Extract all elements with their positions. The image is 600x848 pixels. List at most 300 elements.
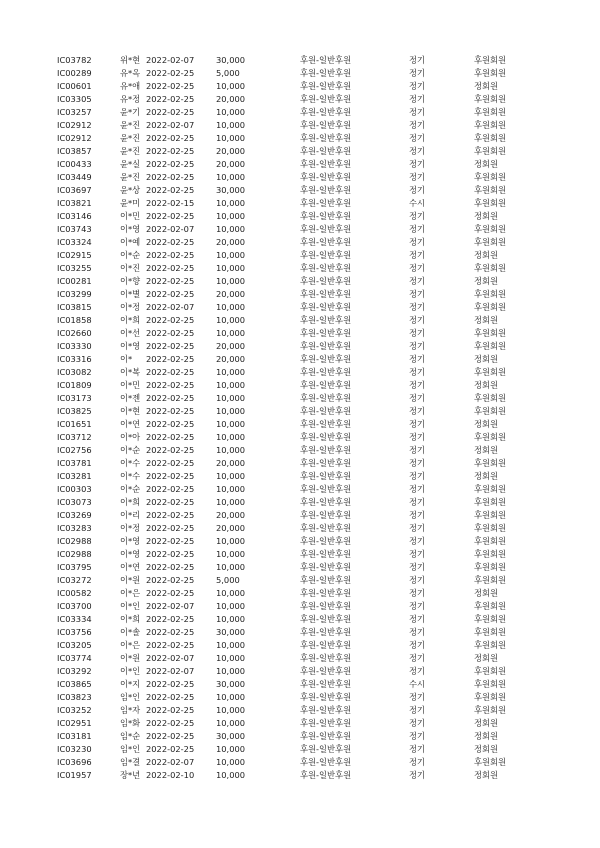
donor-id: IC03825 bbox=[57, 406, 92, 416]
table-row bbox=[0, 756, 600, 769]
donation-cycle: 정기 bbox=[409, 731, 426, 741]
donation-amount: 10,000 bbox=[216, 263, 246, 273]
donation-type: 후원-일반후원 bbox=[300, 744, 352, 754]
donation-amount: 10,000 bbox=[216, 445, 246, 455]
member-type: 정회원 bbox=[474, 250, 499, 260]
donor-id: IC03082 bbox=[57, 367, 92, 377]
donation-date: 2022-02-25 bbox=[146, 159, 195, 169]
donor-name: 이*리 bbox=[120, 510, 141, 520]
donation-ledger bbox=[0, 54, 600, 782]
donation-type: 후원-일반후원 bbox=[300, 510, 352, 520]
member-type: 정회원 bbox=[474, 718, 499, 728]
donation-type: 후원-일반후원 bbox=[300, 172, 352, 182]
donor-id: IC03696 bbox=[57, 757, 92, 767]
donation-date: 2022-02-25 bbox=[146, 237, 195, 247]
donation-date: 2022-02-25 bbox=[146, 432, 195, 442]
donation-type: 후원-일반후원 bbox=[300, 549, 352, 559]
donor-id: IC03257 bbox=[57, 107, 92, 117]
donor-name: 윤*상 bbox=[120, 185, 141, 195]
donation-type: 후원-일반후원 bbox=[300, 289, 352, 299]
donation-type: 후원-일반후원 bbox=[300, 354, 352, 364]
donor-name: 이*정 bbox=[120, 302, 141, 312]
donor-name: 유*옥 bbox=[120, 68, 141, 78]
table-row bbox=[0, 613, 600, 626]
donor-id: IC00433 bbox=[57, 159, 92, 169]
table-row bbox=[0, 301, 600, 314]
donation-cycle: 정기 bbox=[409, 302, 426, 312]
donor-id: IC03774 bbox=[57, 653, 92, 663]
donor-id: IC03865 bbox=[57, 679, 92, 689]
donation-amount: 10,000 bbox=[216, 471, 246, 481]
donation-amount: 10,000 bbox=[216, 276, 246, 286]
donor-id: IC03272 bbox=[57, 575, 92, 585]
table-row bbox=[0, 145, 600, 158]
donation-amount: 20,000 bbox=[216, 146, 246, 156]
donor-name: 이*수 bbox=[120, 471, 141, 481]
donation-cycle: 정기 bbox=[409, 146, 426, 156]
donation-cycle: 정기 bbox=[409, 263, 426, 273]
donation-amount: 10,000 bbox=[216, 653, 246, 663]
donor-id: IC03299 bbox=[57, 289, 92, 299]
member-type: 후원회원 bbox=[474, 627, 507, 637]
donation-date: 2022-02-25 bbox=[146, 445, 195, 455]
donation-cycle: 정기 bbox=[409, 744, 426, 754]
donor-name: 이*민 bbox=[120, 211, 141, 221]
donation-type: 후원-일반후원 bbox=[300, 692, 352, 702]
donation-cycle: 정기 bbox=[409, 549, 426, 559]
member-type: 후원회원 bbox=[474, 185, 507, 195]
donor-name: 유*정 bbox=[120, 94, 141, 104]
donation-date: 2022-02-25 bbox=[146, 107, 195, 117]
donation-date: 2022-02-25 bbox=[146, 744, 195, 754]
donor-id: IC03782 bbox=[57, 55, 92, 65]
donation-cycle: 정기 bbox=[409, 380, 426, 390]
donation-cycle: 정기 bbox=[409, 250, 426, 260]
table-row bbox=[0, 652, 600, 665]
donation-cycle: 정기 bbox=[409, 55, 426, 65]
donation-type: 후원-일반후원 bbox=[300, 458, 352, 468]
member-type: 후원회원 bbox=[474, 757, 507, 767]
donor-name: 이*원 bbox=[120, 575, 141, 585]
donation-amount: 10,000 bbox=[216, 419, 246, 429]
donation-type: 후원-일반후원 bbox=[300, 575, 352, 585]
table-row bbox=[0, 600, 600, 613]
donation-cycle: 정기 bbox=[409, 666, 426, 676]
donation-type: 후원-일반후원 bbox=[300, 198, 352, 208]
donation-type: 후원-일반후원 bbox=[300, 432, 352, 442]
donor-name: 이*희 bbox=[120, 497, 141, 507]
donation-type: 후원-일반후원 bbox=[300, 679, 352, 689]
donation-date: 2022-02-07 bbox=[146, 666, 195, 676]
donation-type: 후원-일반후원 bbox=[300, 341, 352, 351]
table-row bbox=[0, 158, 600, 171]
member-type: 후원회원 bbox=[474, 198, 507, 208]
donation-type: 후원-일반후원 bbox=[300, 315, 352, 325]
donation-date: 2022-02-25 bbox=[146, 679, 195, 689]
donor-id: IC03823 bbox=[57, 692, 92, 702]
donor-name: 위*현 bbox=[120, 55, 141, 65]
donation-date: 2022-02-25 bbox=[146, 276, 195, 286]
donation-type: 후원-일반후원 bbox=[300, 640, 352, 650]
donor-name: 임*화 bbox=[120, 718, 141, 728]
donation-amount: 10,000 bbox=[216, 406, 246, 416]
donation-type: 후원-일반후원 bbox=[300, 94, 352, 104]
member-type: 후원회원 bbox=[474, 666, 507, 676]
donor-name: 이*영 bbox=[120, 536, 141, 546]
donation-date: 2022-02-07 bbox=[146, 55, 195, 65]
donation-cycle: 정기 bbox=[409, 614, 426, 624]
donation-date: 2022-02-25 bbox=[146, 146, 195, 156]
donor-id: IC03181 bbox=[57, 731, 92, 741]
donation-amount: 20,000 bbox=[216, 159, 246, 169]
donor-name: 이*정 bbox=[120, 523, 141, 533]
donation-amount: 10,000 bbox=[216, 107, 246, 117]
member-type: 후원회원 bbox=[474, 341, 507, 351]
donation-cycle: 정기 bbox=[409, 536, 426, 546]
table-row bbox=[0, 561, 600, 574]
donation-date: 2022-02-25 bbox=[146, 393, 195, 403]
table-row bbox=[0, 80, 600, 93]
table-row bbox=[0, 340, 600, 353]
member-type: 정회원 bbox=[474, 419, 499, 429]
donation-type: 후원-일반후원 bbox=[300, 445, 352, 455]
donor-name: 이*선 bbox=[120, 328, 141, 338]
donor-id: IC01809 bbox=[57, 380, 92, 390]
donation-cycle: 정기 bbox=[409, 627, 426, 637]
donation-amount: 10,000 bbox=[216, 172, 246, 182]
donation-date: 2022-02-25 bbox=[146, 523, 195, 533]
donor-name: 이* bbox=[120, 354, 133, 364]
member-type: 후원회원 bbox=[474, 458, 507, 468]
donation-cycle: 정기 bbox=[409, 237, 426, 247]
donation-type: 후원-일반후원 bbox=[300, 497, 352, 507]
member-type: 정회원 bbox=[474, 770, 499, 780]
donor-name: 이*영 bbox=[120, 341, 141, 351]
donation-amount: 20,000 bbox=[216, 354, 246, 364]
donation-type: 후원-일반후원 bbox=[300, 328, 352, 338]
donor-name: 이*영 bbox=[120, 549, 141, 559]
donation-cycle: 정기 bbox=[409, 510, 426, 520]
table-row bbox=[0, 275, 600, 288]
table-row bbox=[0, 522, 600, 535]
table-row bbox=[0, 496, 600, 509]
donor-name: 장*년 bbox=[120, 770, 141, 780]
donation-type: 후원-일반후원 bbox=[300, 588, 352, 598]
donor-name: 임*결 bbox=[120, 757, 141, 767]
donation-cycle: 정기 bbox=[409, 497, 426, 507]
donation-cycle: 정기 bbox=[409, 289, 426, 299]
donor-name: 임*인 bbox=[120, 692, 141, 702]
member-type: 정회원 bbox=[474, 380, 499, 390]
donation-date: 2022-02-25 bbox=[146, 497, 195, 507]
donor-name: 이*희 bbox=[120, 315, 141, 325]
donation-type: 후원-일반후원 bbox=[300, 185, 352, 195]
donation-cycle: 정기 bbox=[409, 211, 426, 221]
donation-cycle: 정기 bbox=[409, 341, 426, 351]
donor-id: IC02988 bbox=[57, 549, 92, 559]
donation-date: 2022-02-25 bbox=[146, 289, 195, 299]
donor-id: IC03330 bbox=[57, 341, 92, 351]
donation-amount: 10,000 bbox=[216, 614, 246, 624]
donor-name: 이*향 bbox=[120, 276, 141, 286]
donation-type: 후원-일반후원 bbox=[300, 237, 352, 247]
donation-amount: 30,000 bbox=[216, 731, 246, 741]
table-row bbox=[0, 223, 600, 236]
donation-type: 후원-일반후원 bbox=[300, 159, 352, 169]
member-type: 정회원 bbox=[474, 731, 499, 741]
donation-amount: 10,000 bbox=[216, 393, 246, 403]
donation-date: 2022-02-25 bbox=[146, 575, 195, 585]
donor-id: IC03334 bbox=[57, 614, 92, 624]
donation-type: 후원-일반후원 bbox=[300, 601, 352, 611]
donor-name: 이*순 bbox=[120, 445, 141, 455]
donation-date: 2022-02-25 bbox=[146, 380, 195, 390]
donation-cycle: 정기 bbox=[409, 770, 426, 780]
donor-id: IC03173 bbox=[57, 393, 92, 403]
member-type: 후원회원 bbox=[474, 224, 507, 234]
table-row bbox=[0, 67, 600, 80]
donation-type: 후원-일반후원 bbox=[300, 562, 352, 572]
donation-cycle: 정기 bbox=[409, 471, 426, 481]
donation-cycle: 정기 bbox=[409, 133, 426, 143]
member-type: 정회원 bbox=[474, 81, 499, 91]
donation-amount: 20,000 bbox=[216, 289, 246, 299]
donation-cycle: 정기 bbox=[409, 523, 426, 533]
donation-amount: 20,000 bbox=[216, 510, 246, 520]
donation-cycle: 수시 bbox=[409, 679, 426, 689]
member-type: 후원회원 bbox=[474, 302, 507, 312]
table-row bbox=[0, 327, 600, 340]
donation-amount: 10,000 bbox=[216, 120, 246, 130]
donor-name: 유*애 bbox=[120, 81, 141, 91]
member-type: 정회원 bbox=[474, 744, 499, 754]
donation-amount: 5,000 bbox=[216, 68, 240, 78]
member-type: 정회원 bbox=[474, 653, 499, 663]
member-type: 후원회원 bbox=[474, 575, 507, 585]
donor-id: IC03756 bbox=[57, 627, 92, 637]
donor-id: IC00303 bbox=[57, 484, 92, 494]
donation-type: 후원-일반후원 bbox=[300, 770, 352, 780]
donor-id: IC03305 bbox=[57, 94, 92, 104]
donor-id: IC03324 bbox=[57, 237, 92, 247]
donation-date: 2022-02-25 bbox=[146, 562, 195, 572]
donation-date: 2022-02-07 bbox=[146, 757, 195, 767]
donation-amount: 10,000 bbox=[216, 640, 246, 650]
donation-cycle: 정기 bbox=[409, 406, 426, 416]
donation-amount: 10,000 bbox=[216, 666, 246, 676]
donation-date: 2022-02-25 bbox=[146, 211, 195, 221]
donation-amount: 10,000 bbox=[216, 757, 246, 767]
member-type: 후원회원 bbox=[474, 237, 507, 247]
donation-cycle: 정기 bbox=[409, 484, 426, 494]
donation-type: 후원-일반후원 bbox=[300, 705, 352, 715]
donation-cycle: 정기 bbox=[409, 445, 426, 455]
donation-amount: 10,000 bbox=[216, 81, 246, 91]
donor-id: IC03857 bbox=[57, 146, 92, 156]
donation-date: 2022-02-25 bbox=[146, 94, 195, 104]
donor-id: IC03316 bbox=[57, 354, 92, 364]
donation-cycle: 정기 bbox=[409, 367, 426, 377]
donor-name: 이*희 bbox=[120, 614, 141, 624]
donation-type: 후원-일반후원 bbox=[300, 120, 352, 130]
donation-cycle: 정기 bbox=[409, 224, 426, 234]
donation-date: 2022-02-25 bbox=[146, 419, 195, 429]
donation-cycle: 정기 bbox=[409, 107, 426, 117]
member-type: 후원회원 bbox=[474, 263, 507, 273]
donor-id: IC03449 bbox=[57, 172, 92, 182]
donor-id: IC02912 bbox=[57, 120, 92, 130]
member-type: 후원회원 bbox=[474, 289, 507, 299]
table-row bbox=[0, 639, 600, 652]
donor-id: IC02915 bbox=[57, 250, 92, 260]
table-row bbox=[0, 431, 600, 444]
donor-name: 이*연 bbox=[120, 562, 141, 572]
donor-name: 이*복 bbox=[120, 367, 141, 377]
table-row bbox=[0, 405, 600, 418]
donation-amount: 20,000 bbox=[216, 341, 246, 351]
donor-id: IC03230 bbox=[57, 744, 92, 754]
donation-cycle: 정기 bbox=[409, 562, 426, 572]
donation-amount: 20,000 bbox=[216, 237, 246, 247]
donation-amount: 10,000 bbox=[216, 744, 246, 754]
donor-id: IC03252 bbox=[57, 705, 92, 715]
donor-name: 윤*진 bbox=[120, 120, 141, 130]
donation-amount: 30,000 bbox=[216, 627, 246, 637]
donation-date: 2022-02-10 bbox=[146, 770, 195, 780]
donor-id: IC03146 bbox=[57, 211, 92, 221]
donor-id: IC01858 bbox=[57, 315, 92, 325]
donor-name: 윤*진 bbox=[120, 146, 141, 156]
member-type: 후원회원 bbox=[474, 146, 507, 156]
table-row bbox=[0, 509, 600, 522]
donation-cycle: 정기 bbox=[409, 185, 426, 195]
donation-cycle: 정기 bbox=[409, 81, 426, 91]
table-row bbox=[0, 769, 600, 782]
donation-date: 2022-02-25 bbox=[146, 484, 195, 494]
table-row bbox=[0, 262, 600, 275]
donation-type: 후원-일반후원 bbox=[300, 523, 352, 533]
table-row bbox=[0, 483, 600, 496]
donation-date: 2022-02-07 bbox=[146, 224, 195, 234]
table-row bbox=[0, 665, 600, 678]
donor-id: IC03205 bbox=[57, 640, 92, 650]
donation-date: 2022-02-25 bbox=[146, 341, 195, 351]
table-row bbox=[0, 106, 600, 119]
donation-type: 후원-일반후원 bbox=[300, 133, 352, 143]
donation-amount: 10,000 bbox=[216, 705, 246, 715]
member-type: 후원회원 bbox=[474, 172, 507, 182]
member-type: 후원회원 bbox=[474, 549, 507, 559]
donor-name: 이*예 bbox=[120, 237, 141, 247]
member-type: 후원회원 bbox=[474, 705, 507, 715]
table-row bbox=[0, 678, 600, 691]
table-row bbox=[0, 691, 600, 704]
donation-amount: 10,000 bbox=[216, 432, 246, 442]
donation-amount: 20,000 bbox=[216, 523, 246, 533]
member-type: 정회원 bbox=[474, 211, 499, 221]
donation-type: 후원-일반후원 bbox=[300, 380, 352, 390]
donation-date: 2022-02-25 bbox=[146, 588, 195, 598]
donor-name: 임*자 bbox=[120, 705, 141, 715]
member-type: 후원회원 bbox=[474, 523, 507, 533]
donation-date: 2022-02-07 bbox=[146, 601, 195, 611]
donation-cycle: 정기 bbox=[409, 419, 426, 429]
table-row bbox=[0, 210, 600, 223]
donor-id: IC03743 bbox=[57, 224, 92, 234]
donor-name: 이*민 bbox=[120, 380, 141, 390]
donation-amount: 30,000 bbox=[216, 185, 246, 195]
member-type: 후원회원 bbox=[474, 133, 507, 143]
donor-id: IC00289 bbox=[57, 68, 92, 78]
donor-name: 임*순 bbox=[120, 731, 141, 741]
donation-amount: 10,000 bbox=[216, 484, 246, 494]
donation-cycle: 정기 bbox=[409, 757, 426, 767]
member-type: 정회원 bbox=[474, 471, 499, 481]
donation-cycle: 정기 bbox=[409, 692, 426, 702]
donation-amount: 10,000 bbox=[216, 588, 246, 598]
donation-type: 후원-일반후원 bbox=[300, 250, 352, 260]
donation-date: 2022-02-25 bbox=[146, 536, 195, 546]
donation-cycle: 정기 bbox=[409, 94, 426, 104]
member-type: 후원회원 bbox=[474, 120, 507, 130]
donor-name: 윤*진 bbox=[120, 133, 141, 143]
donor-id: IC03269 bbox=[57, 510, 92, 520]
donation-cycle: 정기 bbox=[409, 705, 426, 715]
member-type: 정회원 bbox=[474, 588, 499, 598]
member-type: 후원회원 bbox=[474, 367, 507, 377]
donation-amount: 30,000 bbox=[216, 679, 246, 689]
donation-date: 2022-02-25 bbox=[146, 718, 195, 728]
donation-cycle: 정기 bbox=[409, 354, 426, 364]
donation-amount: 10,000 bbox=[216, 549, 246, 559]
member-type: 후원회원 bbox=[474, 328, 507, 338]
donation-cycle: 정기 bbox=[409, 328, 426, 338]
donor-name: 윤*기 bbox=[120, 107, 141, 117]
donor-id: IC03073 bbox=[57, 497, 92, 507]
table-row bbox=[0, 392, 600, 405]
table-row bbox=[0, 444, 600, 457]
table-row bbox=[0, 249, 600, 262]
table-row bbox=[0, 197, 600, 210]
donation-type: 후원-일반후원 bbox=[300, 68, 352, 78]
donation-date: 2022-02-25 bbox=[146, 510, 195, 520]
table-row bbox=[0, 288, 600, 301]
member-type: 후원회원 bbox=[474, 679, 507, 689]
donation-date: 2022-02-25 bbox=[146, 471, 195, 481]
donation-amount: 10,000 bbox=[216, 198, 246, 208]
donation-type: 후원-일반후원 bbox=[300, 263, 352, 273]
member-type: 후원회원 bbox=[474, 640, 507, 650]
donation-type: 후원-일반후원 bbox=[300, 471, 352, 481]
table-row bbox=[0, 418, 600, 431]
donation-cycle: 정기 bbox=[409, 718, 426, 728]
donation-amount: 10,000 bbox=[216, 211, 246, 221]
donation-amount: 10,000 bbox=[216, 250, 246, 260]
member-type: 후원회원 bbox=[474, 432, 507, 442]
donation-date: 2022-02-25 bbox=[146, 185, 195, 195]
donation-amount: 20,000 bbox=[216, 458, 246, 468]
donor-id: IC00601 bbox=[57, 81, 92, 91]
table-row bbox=[0, 574, 600, 587]
donor-id: IC03795 bbox=[57, 562, 92, 572]
table-row bbox=[0, 366, 600, 379]
donation-cycle: 정기 bbox=[409, 159, 426, 169]
donor-id: IC01651 bbox=[57, 419, 92, 429]
donation-date: 2022-02-25 bbox=[146, 263, 195, 273]
donation-date: 2022-02-25 bbox=[146, 406, 195, 416]
donation-type: 후원-일반후원 bbox=[300, 367, 352, 377]
donor-id: IC00281 bbox=[57, 276, 92, 286]
